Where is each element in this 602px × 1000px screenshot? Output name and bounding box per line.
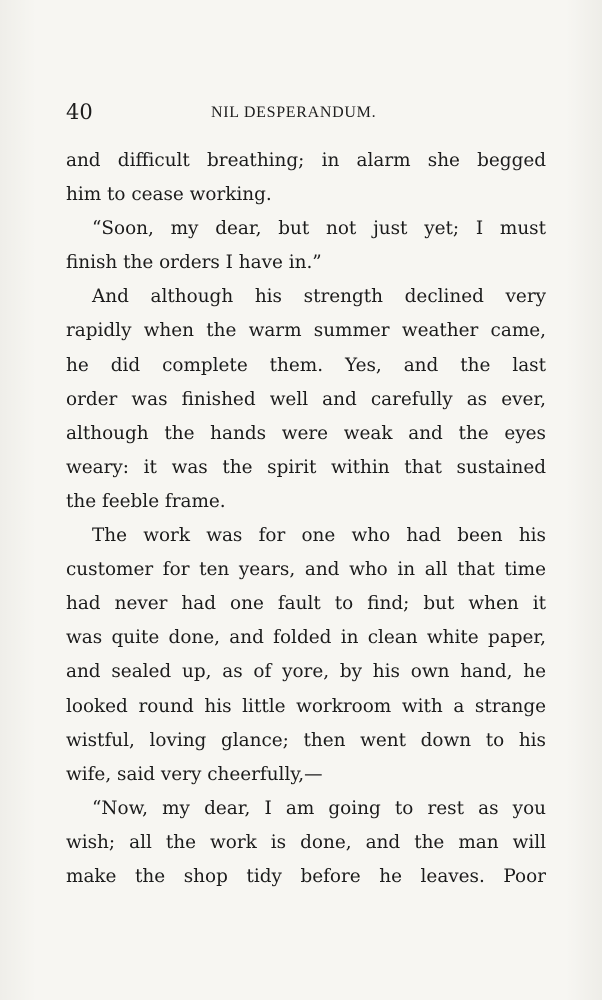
text-line: customer for ten years, and who in all that time xyxy=(66,559,546,581)
page-header xyxy=(66,100,546,130)
text-line: wistful, loving glance; then went down to his xyxy=(66,729,546,751)
text-line: The work was for one who had been his xyxy=(92,525,546,547)
text-line: had never had one fault to find; but when it xyxy=(66,593,546,615)
paragraph xyxy=(66,519,546,792)
text-line: wife, said very cheerfully,— xyxy=(66,763,323,785)
text-line: make the shop tidy before he leaves. Poor xyxy=(66,865,546,887)
text-line: and difficult breathing; in alarm she begged xyxy=(66,150,546,171)
text-line: he did complete them. Yes, and the last xyxy=(66,354,546,376)
body-text xyxy=(66,144,546,894)
text-line: finish the orders I have in.” xyxy=(66,252,322,274)
text-line: rapidly when the warm summer weather came, xyxy=(66,320,546,342)
paragraph xyxy=(66,280,546,519)
running-head: NIL DESPERANDUM. xyxy=(211,104,377,121)
text-line: order was finished well and carefully as ever, xyxy=(66,388,546,410)
text-line: him to cease working. xyxy=(66,184,272,206)
text-line: although the hands were weak and the eyes xyxy=(66,422,546,444)
text-line: looked round his little workroom with a strange xyxy=(66,695,546,717)
text-line: “Soon, my dear, but not just yet; I must xyxy=(92,218,546,240)
text-line: “Now, my dear, I am going to rest as you xyxy=(92,797,546,819)
text-line: the feeble frame. xyxy=(66,490,226,512)
text-line: wish; all the work is done, and the man will xyxy=(66,831,546,853)
paragraph xyxy=(66,212,546,280)
text-line: And although his strength declined very xyxy=(92,286,546,308)
paragraph xyxy=(66,792,546,894)
paragraph xyxy=(66,144,546,212)
page-number: 40 xyxy=(66,100,93,124)
text-line: was quite done, and folded in clean white paper, xyxy=(66,627,546,649)
text-line: weary: it was the spirit within that sustained xyxy=(66,456,546,478)
text-line: and sealed up, as of yore, by his own hand, he xyxy=(66,661,546,683)
